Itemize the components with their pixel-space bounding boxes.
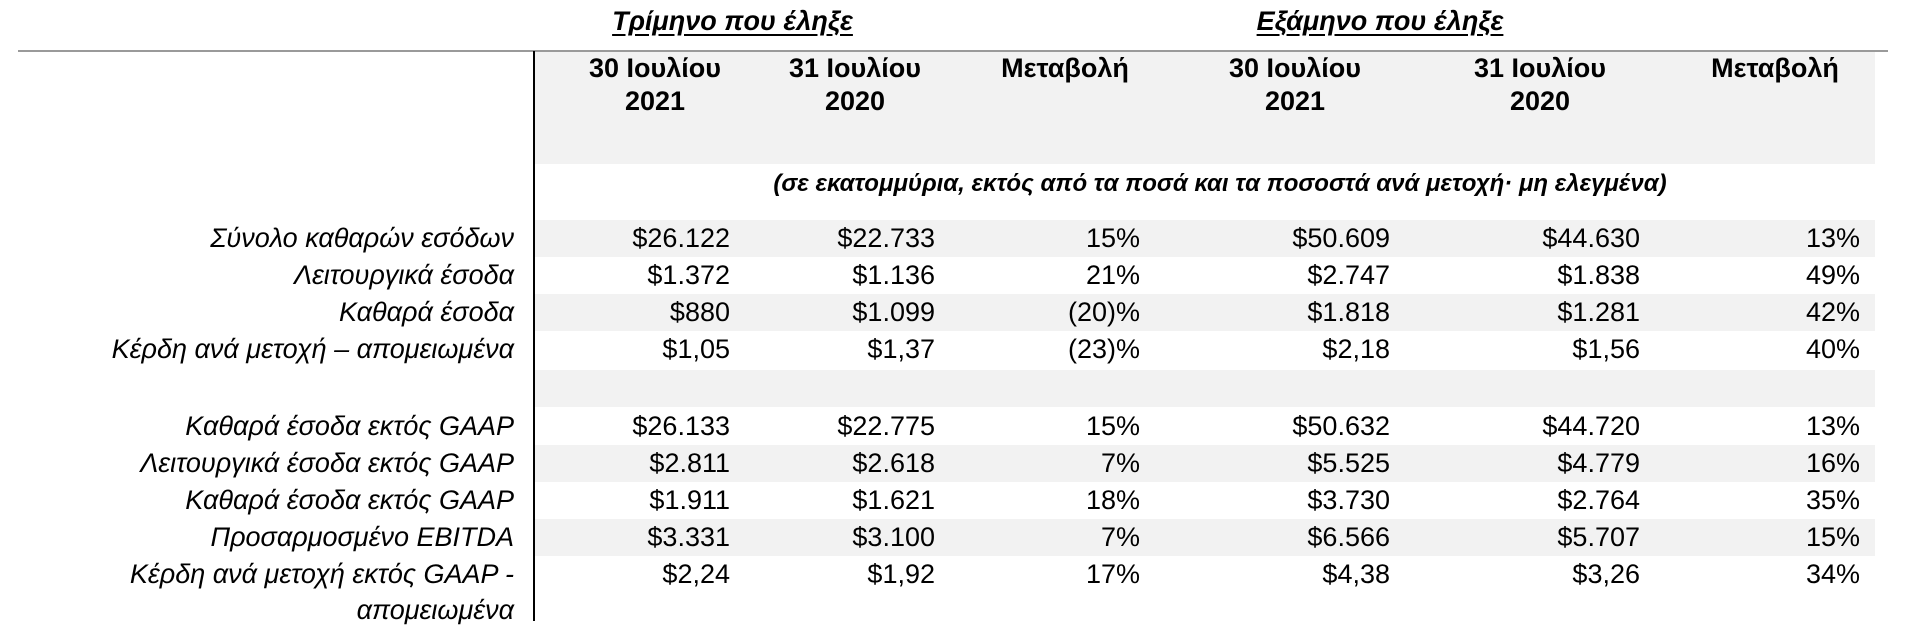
cell-q-change: (20)%: [1067, 297, 1140, 327]
row-label: Σύνολο καθαρών εσόδων: [210, 223, 514, 253]
cell-h-2020: $44.720: [1542, 411, 1640, 441]
col-header-q-2020: 31 Ιουλίου 2020: [789, 53, 921, 116]
cell-q-2021: $1.911: [649, 485, 730, 515]
row-label: Καθαρά έσοδα εκτός GAAP: [185, 485, 514, 515]
cell-q-2020: $1,92: [867, 559, 935, 589]
table-row: [0, 408, 1920, 445]
cell-h-2020: $5.707: [1557, 522, 1640, 552]
cell-q-change: 7%: [1100, 522, 1140, 552]
cell-q-2020: $1.099: [852, 297, 935, 327]
cell-q-2021: $2.811: [649, 448, 730, 478]
cell-h-2020: $2.764: [1557, 485, 1640, 515]
col-header-h-change: Μεταβολή: [1711, 53, 1839, 83]
cell-q-2021: $26.133: [632, 411, 730, 441]
cell-h-change: 16%: [1805, 448, 1860, 478]
quarter-group-header: Τρίμηνο που έληξε: [612, 6, 853, 36]
cell-q-2021: $26.122: [632, 223, 730, 253]
row-label: Καθαρά έσοδα: [338, 297, 514, 327]
cell-h-2021: $2,18: [1322, 334, 1390, 364]
cell-h-2021: $4,38: [1322, 559, 1390, 589]
cell-h-change: 35%: [1805, 485, 1860, 515]
halfyear-group-header: Εξάμηνο που έληξε: [1256, 6, 1504, 36]
cell-q-2020: $22.775: [837, 411, 935, 441]
cell-h-2021: $6.566: [1307, 522, 1390, 552]
table-row: [0, 519, 1920, 556]
cell-q-2020: $22.733: [837, 223, 935, 253]
cell-h-change: 40%: [1805, 334, 1860, 364]
cell-q-2021: $3.331: [647, 522, 730, 552]
cell-h-2021: $3.730: [1307, 485, 1390, 515]
cell-q-change: (23)%: [1067, 334, 1140, 364]
table-row: [0, 294, 1920, 331]
row-label: Κέρδη ανά μετοχή εκτός GAAP -: [129, 559, 514, 589]
cell-q-change: 7%: [1100, 448, 1140, 478]
cell-q-2020: $1.136: [852, 260, 935, 290]
col-header-q-change: Μεταβολή: [1001, 53, 1129, 83]
cell-q-2020: $3.100: [852, 522, 935, 552]
cell-q-2021: $1.372: [647, 260, 730, 290]
cell-q-2020: $1,37: [867, 334, 935, 364]
cell-h-2020: $4.779: [1557, 448, 1640, 478]
spacer-row: [535, 370, 1875, 407]
table-row: [0, 220, 1920, 257]
col-header-h-2021: 30 Ιουλίου 2021: [1229, 53, 1361, 116]
row-label: Λειτουργικά έσοδα: [293, 260, 514, 290]
cell-h-2021: $1.818: [1307, 297, 1390, 327]
cell-h-2020: $3,26: [1572, 559, 1640, 589]
cell-h-change: 49%: [1805, 260, 1860, 290]
table-row: [0, 556, 1920, 593]
table-row: [0, 331, 1920, 368]
table-row: [0, 482, 1920, 519]
table-row: [0, 257, 1920, 294]
units-note: (σε εκατομμύρια, εκτός από τα ποσά και τα ποσοστά ανά μετοχή· μη ελεγμένα): [773, 170, 1667, 197]
cell-q-change: 18%: [1085, 485, 1140, 515]
col-header-h-2020: 31 Ιουλίου 2020: [1474, 53, 1606, 116]
vertical-divider: [533, 51, 535, 621]
row-label: Λειτουργικά έσοδα εκτός GAAP: [140, 448, 514, 478]
row-label: Προσαρμοσμένο EBITDA: [210, 522, 514, 552]
row-label: Καθαρά έσοδα εκτός GAAP: [185, 411, 514, 441]
cell-h-2021: $50.609: [1292, 223, 1390, 253]
cell-h-change: 15%: [1805, 522, 1860, 552]
cell-q-change: 15%: [1085, 411, 1140, 441]
cell-h-2020: $44.630: [1542, 223, 1640, 253]
cell-h-2021: $2.747: [1307, 260, 1390, 290]
cell-q-2021: $1,05: [662, 334, 730, 364]
cell-q-change: 17%: [1085, 559, 1140, 589]
cell-h-change: 13%: [1805, 223, 1860, 253]
row-label-continuation: απομειωμένα: [356, 595, 514, 625]
cell-h-change: 34%: [1805, 559, 1860, 589]
cell-q-2021: $880: [669, 297, 730, 327]
cell-h-2021: $50.632: [1292, 411, 1390, 441]
cell-h-2020: $1.281: [1557, 297, 1640, 327]
cell-q-2020: $2.618: [852, 448, 935, 478]
table-row: [0, 445, 1920, 482]
row-label: Κέρδη ανά μετοχή – απομειωμένα: [111, 334, 514, 364]
cell-h-change: 42%: [1805, 297, 1860, 327]
cell-q-2021: $2,24: [662, 559, 730, 589]
cell-h-2021: $5.525: [1307, 448, 1390, 478]
cell-h-2020: $1.838: [1557, 260, 1640, 290]
cell-q-change: 15%: [1085, 223, 1140, 253]
cell-q-2020: $1.621: [852, 485, 935, 515]
col-header-q-2021: 30 Ιουλίου 2021: [589, 53, 721, 116]
cell-q-change: 21%: [1085, 260, 1140, 290]
cell-h-change: 13%: [1805, 411, 1860, 441]
cell-h-2020: $1,56: [1572, 334, 1640, 364]
